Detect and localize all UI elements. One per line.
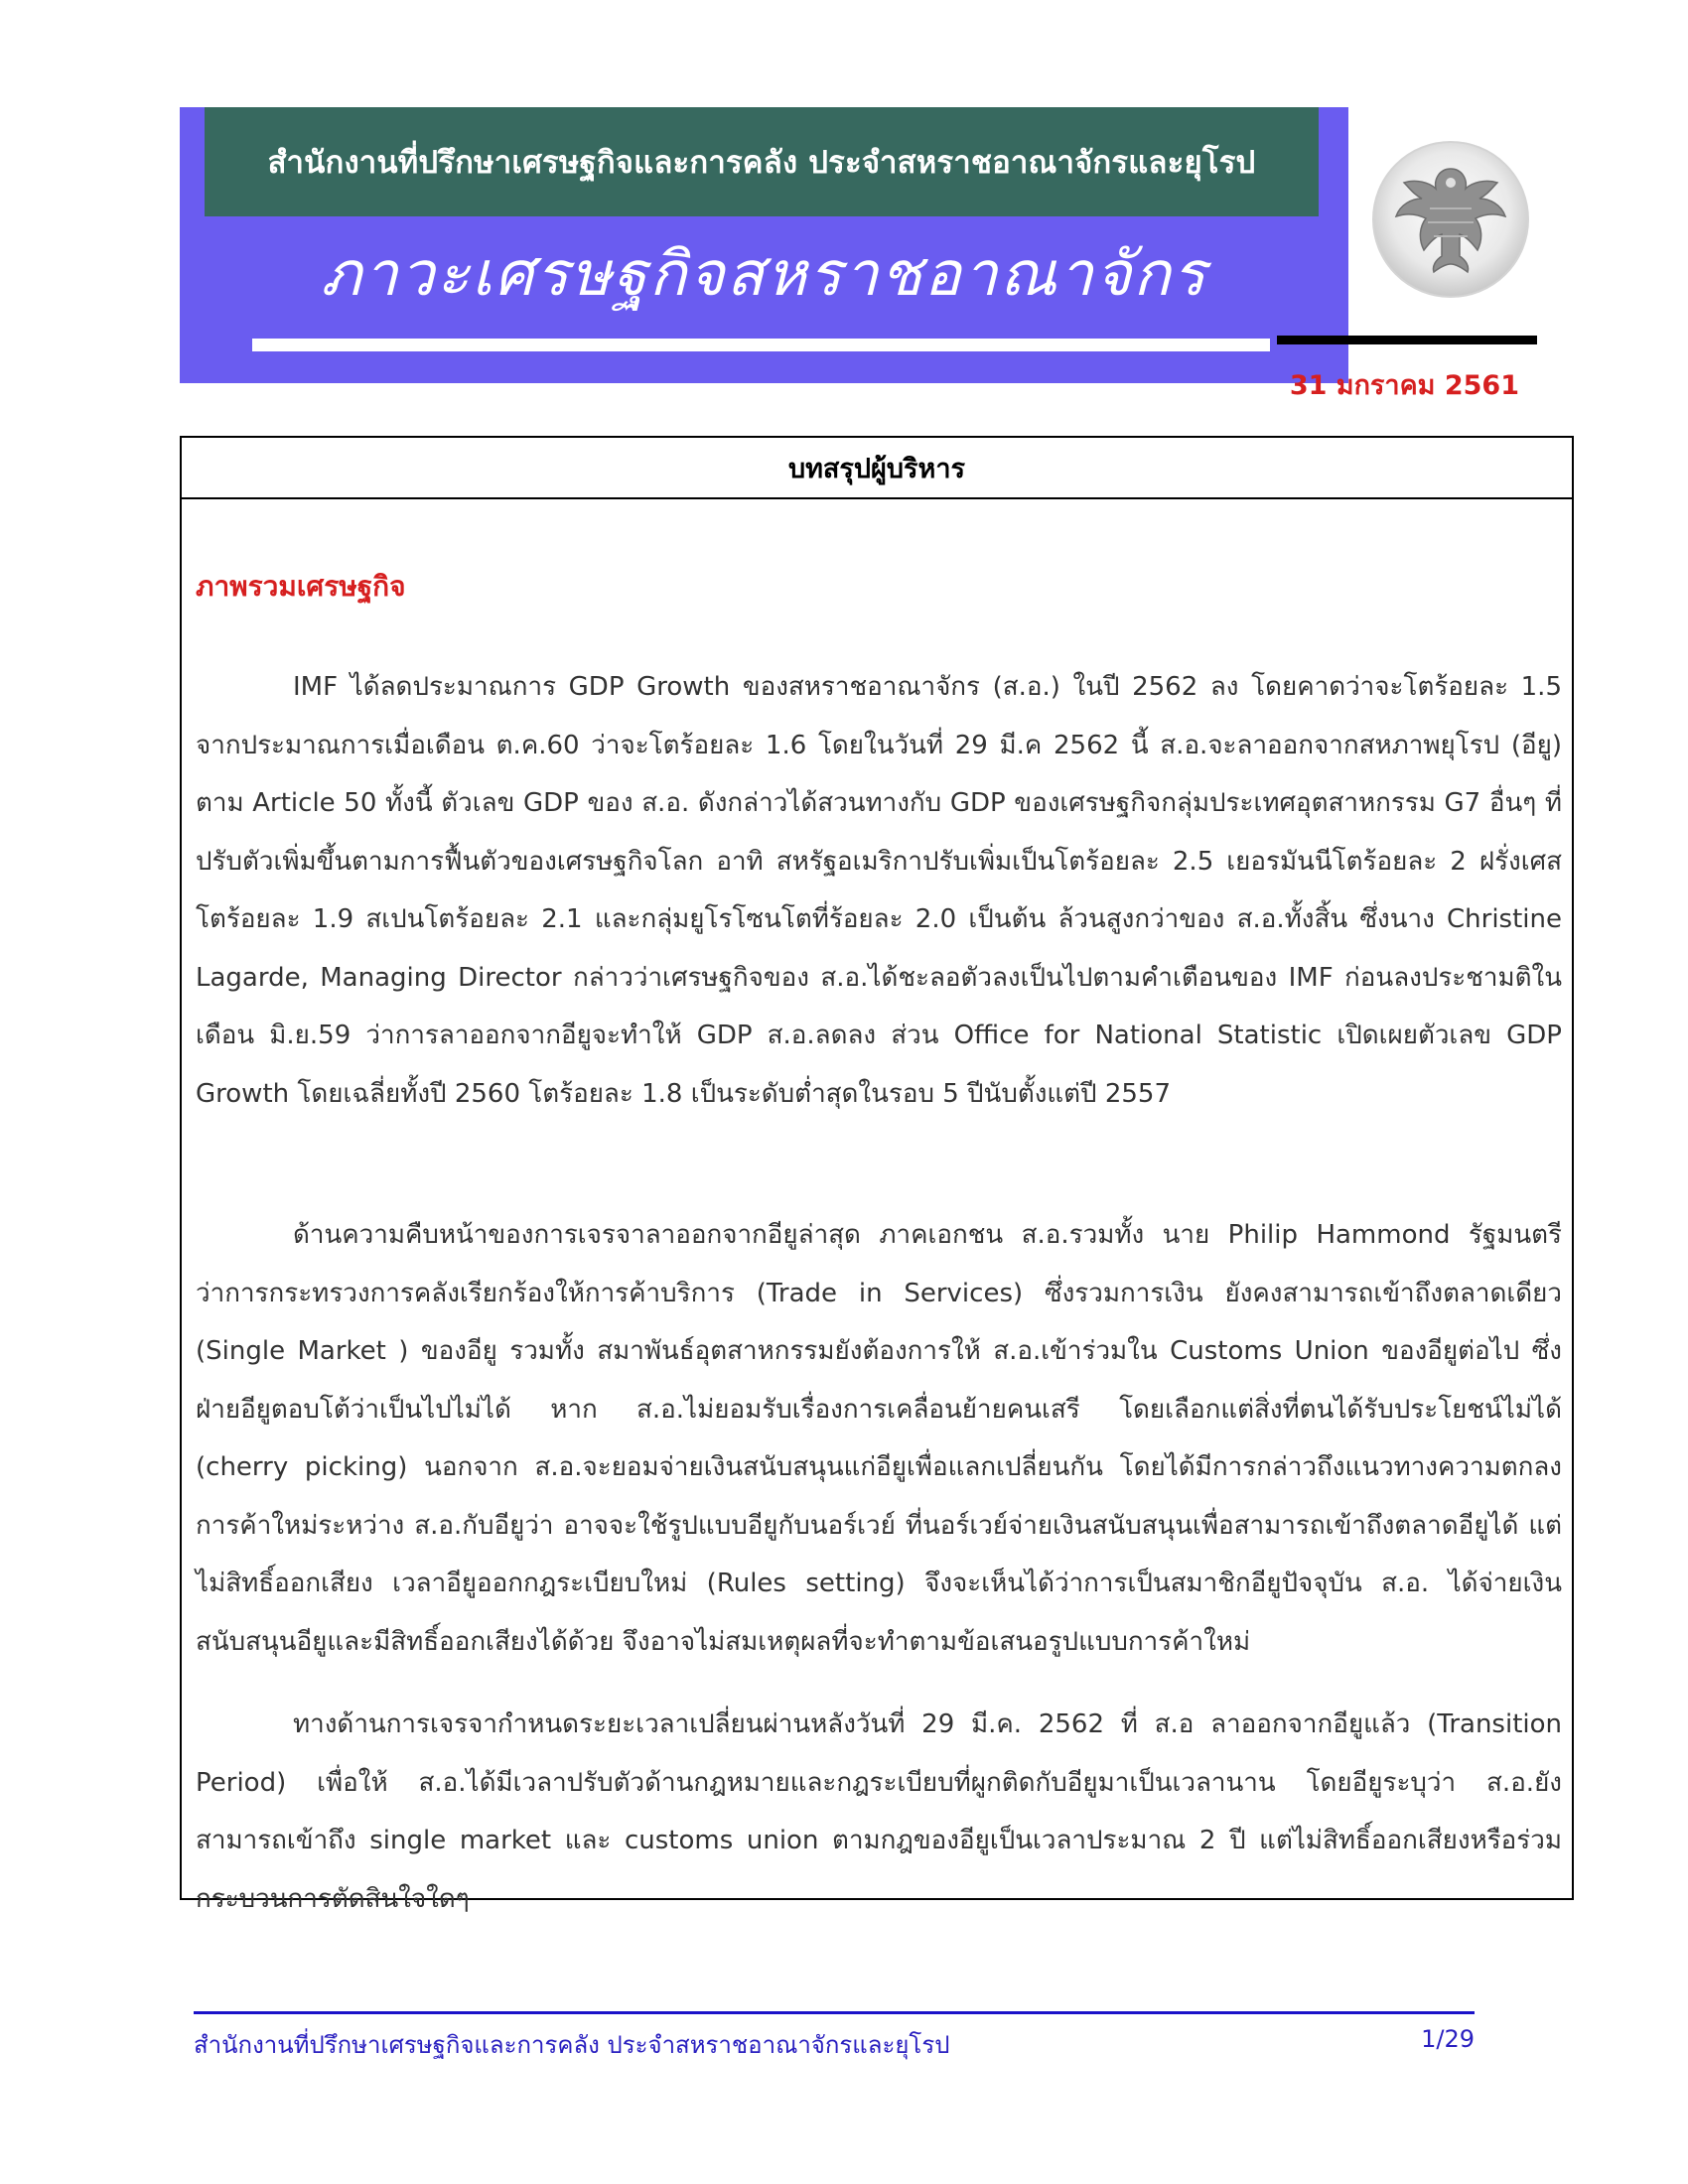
header-rule xyxy=(1277,336,1537,344)
footer-office-name: สำนักงานที่ปรึกษาเศรษฐกิจและการคลัง ประจำสหราชอาณาจักรและยุโรป xyxy=(194,2031,950,2059)
executive-summary-box xyxy=(180,436,1574,1914)
paragraph-gdp: IMF ได้ลดประมาณการ GDP Growth ของสหราชอาณาจักร (ส.อ.) ในปี 2562 ลง โดยคาดว่าจะโตร้อยละ 1.5 จากประมาณการเมื่อเดือน ต.ค.60 ว่าจะโตร้อยละ 1.6 โดยในวันที่ 29 มี.ค 2562 นี้ ส.อ.จะลาออกจากสหภาพยุโรป (อียู) ตาม Article 50 ทั้งนี้ ตัวเลข GDP ของ ส.อ. ดังกล่าวได้สวนทางกับ GDP ของเศรษฐกิจกลุ่มประเทศอุตสาหกรรม G7 อื่นๆ ที่ปรับตัวเพิ่มขึ้นตามการฟื้นตัวของเศรษฐกิจโลก อาทิ สหรัฐอเมริกาปรับเพิ่มเป็นโตร้อยละ 2.5 เยอรมันนีโตร้อยละ 2 ฝรั่งเศสโตร้อยละ 1.9 สเปนโตร้อยละ 2.1 และกลุ่มยูโรโซนโตที่ร้อยละ 2.0 เป็นต้น ล้วนสูงกว่าของ ส.อ.ทั้งสิ้น ซึ่งนาง Christine Lagarde, Managing Director กล่าวว่าเศรษฐกิจของ ส.อ.ได้ชะลอตัวลงเป็นไปตามคำเตือนของ IMF ก่อนลงประชามติในเดือน มิ.ย.59 ว่าการลาออกจากอียูจะทำให้ GDP ส.อ.ลดลง ส่วน Office for National Statistic เปิดเผยตัวเลข GDP Growth โดยเฉลี่ยทั้งปี 2560 โตร้อยละ 1.8 เป็นระดับต่ำสุดในรอบ 5 ปีนับตั้งแต่ปี 2557 xyxy=(196,672,1562,1109)
summary-heading: บทสรุปผู้บริหาร xyxy=(788,453,965,484)
office-name: สำนักงานที่ปรึกษาเศรษฐกิจและการคลัง ประจำสหราชอาณาจักรและยุโรป xyxy=(267,145,1256,181)
report-date: 31 มกราคม 2561 xyxy=(1289,370,1519,401)
page-number: 1/29 xyxy=(1421,2025,1475,2053)
banner-divider xyxy=(252,339,1270,351)
paragraph-negotiation: ด้านความคืบหน้าของการเจรจาลาออกจากอียูล่าสุด ภาคเอกชน ส.อ.รวมทั้ง นาย Philip Hammond รัฐมนตรีว่าการกระทรวงการคลังเรียกร้องให้การค้าบริการ (Trade in Services) ซึ่งรวมการเงิน ยังคงสามารถเข้าถึงตลาดเดียว (Single Market ) ของอียู รวมทั้ง สมาพันธ์อุตสาหกรรมยังต้องการให้ ส.อ.เข้าร่วมใน Customs Union ของอียูต่อไป ซึ่งฝ่ายอียูตอบโต้ว่าเป็นไปไม่ได้ หาก ส.อ.ไม่ยอมรับเรื่องการเคลื่อนย้ายคนเสรี โดยเลือกแต่สิ่งที่ตนได้รับประโยชน์ไม่ได้ (cherry picking) นอกจาก ส.อ.จะยอมจ่ายเงินสนับสนุนแก่อียูเพื่อแลกเปลี่ยนกัน โดยได้มีการกล่าวถึงแนวทางความตกลงการค้าใหม่ระหว่าง ส.อ.กับอียูว่า อาจจะใช้รูปแบบอียูกับนอร์เวย์ ที่นอร์เวย์จ่ายเงินสนับสนุนเพื่อสามารถเข้าถึงตลาดอียูได้ แต่ไม่สิทธิ์ออกเสียง เวลาอียูออกกฎระเบียบใหม่ (Rules setting) จึงจะเห็นได้ว่าการเป็นสมาชิกอียูปัจจุบัน ส.อ. ได้จ่ายเงินสนับสนุนอียูและมีสิทธิ์ออกเสียงได้ด้วย จึงอาจไม่สมเหตุผลที่จะทำตามข้อเสนอรูปแบบการค้าใหม่ xyxy=(196,1220,1562,1657)
report-title: ภาวะเศรษฐกิจสหราชอาณาจักร xyxy=(320,237,1208,310)
header-banner xyxy=(180,107,1348,383)
garuda-emblem-icon xyxy=(1370,139,1531,300)
paragraph-transition: ทางด้านการเจรจากำหนดระยะเวลาเปลี่ยนผ่านหลังวันที่ 29 มี.ค. 2562 ที่ ส.อ ลาออกจากอียูแล้ว (Transition Period) เพื่อให้ ส.อ.ได้มีเวลาปรับตัวด้านกฎหมายและกฎระเบียบที่ผูกติดกับอียูมาเป็นเวลานาน โดยอียูระบุว่า ส.อ.ยังสามารถเข้าถึง single market และ customs union ตามกฎของอียูเป็นเวลาประมาณ 2 ปี แต่ไม่สิทธิ์ออกเสียงหรือร่วมกระบวนการตัดสินใจใดๆ xyxy=(196,1709,1562,1914)
section-title: ภาพรวมเศรษฐกิจ xyxy=(196,570,406,603)
office-name-bar xyxy=(205,107,1319,216)
summary-heading-row xyxy=(182,438,1572,499)
footer-divider xyxy=(194,2011,1475,2014)
